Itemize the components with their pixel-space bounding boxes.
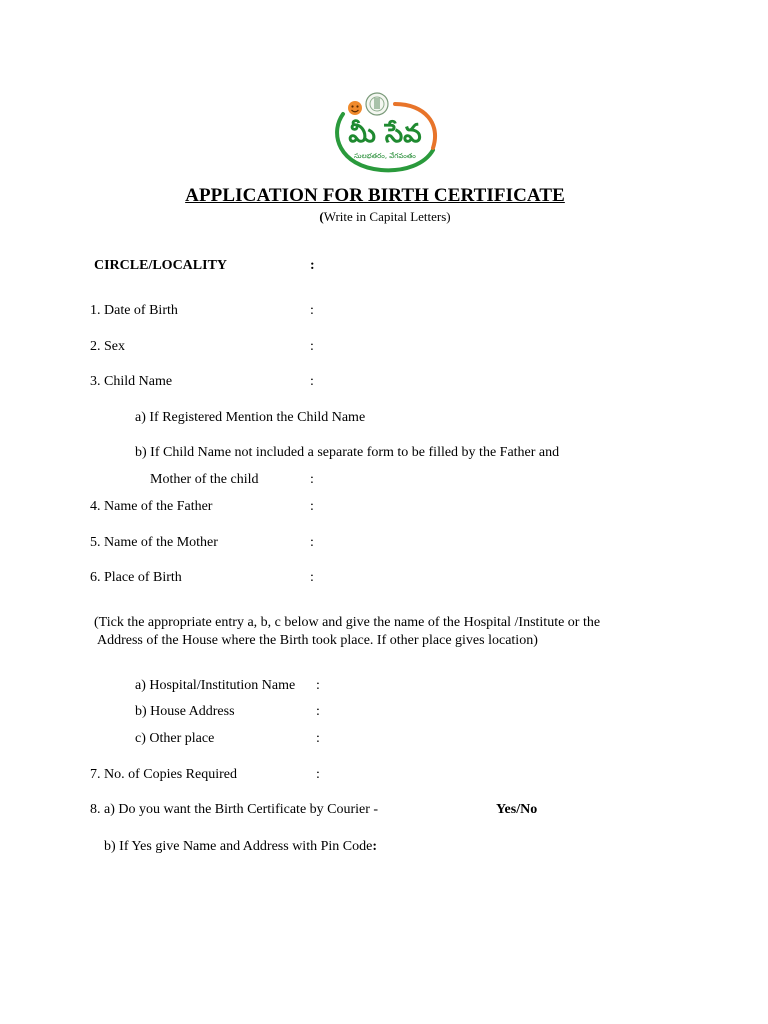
courier-label: 8. a) Do you want the Birth Certificate by Courier - — [90, 802, 379, 817]
circle-locality-label: CIRCLE/LOCALITY — [94, 258, 228, 273]
sex-colon: : — [310, 339, 314, 354]
hospital-colon: : — [316, 678, 320, 693]
place-of-birth-label: 6. Place of Birth — [90, 570, 182, 585]
dob-label: 1. Date of Birth — [90, 303, 178, 318]
hospital-label: a) Hospital/Institution Name — [135, 678, 296, 693]
child-name-option-b-line1: b) If Child Name not included a separate form to be filled by the Father and — [135, 445, 560, 460]
house-address-label: b) House Address — [135, 704, 235, 719]
other-place-label: c) Other place — [135, 731, 215, 746]
sex-label: 2. Sex — [90, 339, 125, 354]
courier-yes-no: Yes/No — [496, 802, 538, 817]
mee-seva-logo — [325, 90, 443, 174]
courier-address-text: b) If Yes give Name and Address with Pin Code — [104, 839, 373, 854]
father-name-colon: : — [310, 499, 314, 514]
father-name-label: 4. Name of the Father — [90, 499, 213, 514]
mother-name-label: 5. Name of the Mother — [90, 535, 218, 550]
page-title: APPLICATION FOR BIRTH CERTIFICATE — [185, 185, 565, 206]
child-name-label: 3. Child Name — [90, 374, 173, 389]
page-subtitle — [0, 209, 768, 225]
place-of-birth-colon: : — [310, 570, 314, 585]
courier-address-label — [104, 839, 377, 855]
house-address-colon: : — [316, 704, 320, 719]
mother-name-colon: : — [310, 535, 314, 550]
child-name-option-b-colon: : — [310, 472, 314, 487]
dob-colon: : — [310, 303, 314, 318]
logo-tagline: సులభతరం, వేగవంతం — [354, 152, 416, 160]
subtitle-paren: ( — [319, 209, 324, 224]
other-place-colon: : — [316, 731, 320, 746]
circle-locality-colon: : — [310, 258, 315, 273]
state-emblem-icon — [366, 93, 388, 115]
child-name-option-b-line2: Mother of the child — [150, 472, 259, 487]
place-note-line1: (Tick the appropriate entry a, b, c below and give the name of the Hospital /Institute or the — [94, 615, 601, 630]
child-name-colon: : — [310, 374, 314, 389]
subtitle-text: Write in Capital Letters) — [323, 209, 451, 224]
copies-label: 7. No. of Copies Required — [90, 767, 237, 782]
logo-wordmark: మీ సేవ — [348, 119, 422, 149]
courier-address-colon: : — [372, 839, 377, 854]
place-note-line2: Address of the House where the Birth took place. If other place gives location) — [97, 633, 538, 648]
copies-colon: : — [316, 767, 320, 782]
child-name-option-a: a) If Registered Mention the Child Name — [135, 410, 366, 425]
smiley-icon — [348, 101, 362, 115]
